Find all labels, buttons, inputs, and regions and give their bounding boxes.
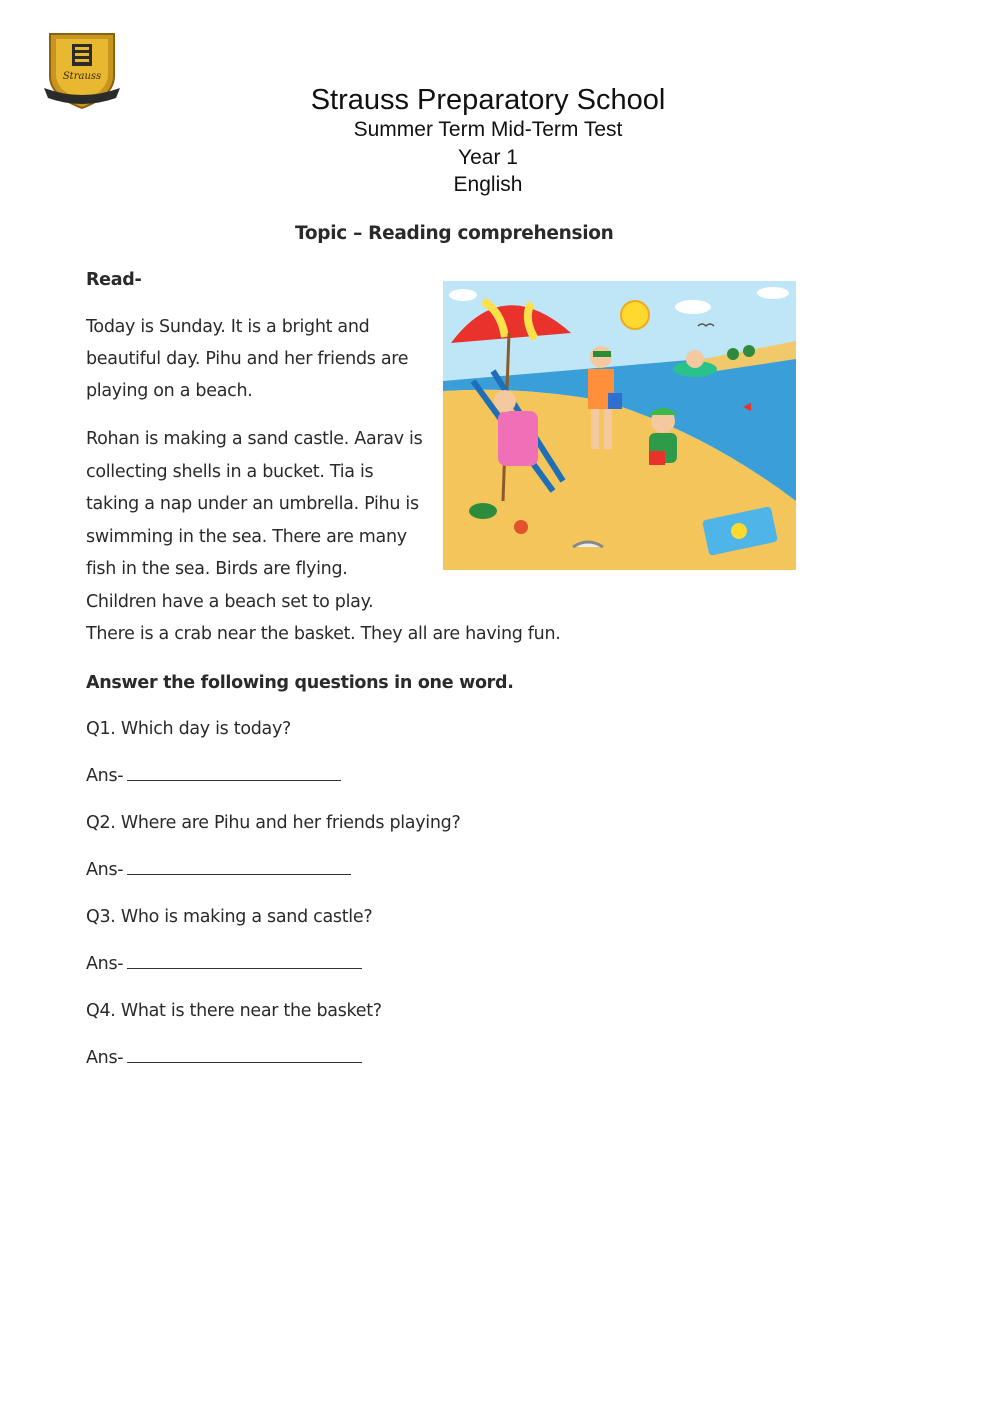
- sun-icon: [621, 301, 649, 329]
- question-4: Q4. What is there near the basket?: [86, 1001, 382, 1021]
- passage-line: beautiful day. Pihu and her friends are: [86, 349, 409, 369]
- question-1: Q1. Which day is today?: [86, 719, 292, 739]
- passage-line: swimming in the sea. There are many: [86, 527, 407, 547]
- passage-line: Rohan is making a sand castle. Aarav is: [86, 429, 423, 449]
- answer-label: Ans-: [86, 860, 124, 880]
- question-2: Q2. Where are Pihu and her friends playing?: [86, 813, 461, 833]
- instruction: Answer the following questions in one word.: [86, 673, 514, 693]
- answer-label: Ans-: [86, 954, 124, 974]
- beach-scene-illustration: [443, 281, 796, 570]
- passage-line: collecting shells in a bucket. Tia is: [86, 462, 374, 482]
- passage-line: Today is Sunday. It is a bright and: [86, 317, 370, 337]
- answer-1: [86, 766, 341, 786]
- subject-label: English: [453, 173, 523, 196]
- answer-blank-4[interactable]: [127, 1048, 362, 1063]
- year-label: Year 1: [458, 146, 518, 169]
- passage-line: taking a nap under an umbrella. Pihu is: [86, 494, 419, 514]
- girl-figure: [498, 411, 538, 466]
- answer-blank-1[interactable]: [127, 766, 341, 781]
- read-label: Read-: [86, 270, 142, 290]
- passage-line: playing on a beach.: [86, 381, 253, 401]
- answer-2: [86, 860, 351, 880]
- answer-3: [86, 954, 362, 974]
- answer-blank-3[interactable]: [127, 954, 362, 969]
- answer-label: Ans-: [86, 1048, 124, 1068]
- question-3: Q3. Who is making a sand castle?: [86, 907, 373, 927]
- school-name: Strauss Preparatory School: [310, 84, 666, 116]
- answer-label: Ans-: [86, 766, 124, 786]
- logo-text: Strauss: [62, 71, 102, 82]
- passage-line: Children have a beach set to play.: [86, 592, 374, 612]
- test-name: Summer Term Mid-Term Test: [353, 118, 623, 141]
- passage-line: fish in the sea. Birds are flying.: [86, 559, 348, 579]
- passage-line: There is a crab near the basket. They all are having fun.: [86, 624, 561, 644]
- crab-icon: [514, 520, 528, 534]
- answer-blank-2[interactable]: [127, 860, 351, 875]
- answer-4: [86, 1048, 362, 1068]
- topic-heading: Topic – Reading comprehension: [295, 223, 614, 244]
